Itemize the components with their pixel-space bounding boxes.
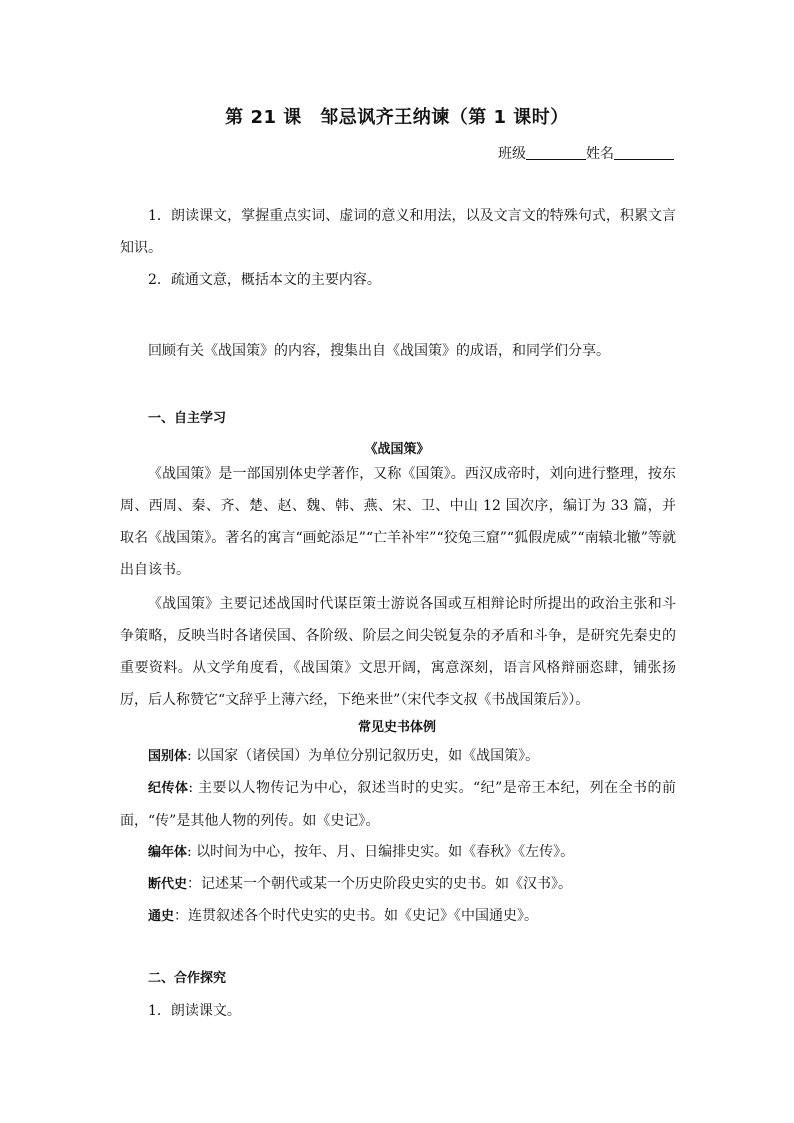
term-label: 纪传体: [148, 781, 189, 796]
intro-text: 回顾有关《战国策》的内容，搜集出自《战国策》的成语，和同学们分享。: [148, 343, 610, 359]
term-label: 国别体: [148, 749, 188, 764]
section2-item-1: 1．朗读课文。: [148, 1003, 241, 1019]
section2-heading: 二、合作探究: [148, 971, 227, 986]
section1-paragraph-2: 《战国策》主要记述战国时代谋臣策士游说各国或互相辩论时所提出的政治主张和斗争策略，反映当时各诸侯国、各阶级、阶层之间尖锐复杂的矛盾和斗争，是研究先秦史的重要资料。从文学角度看，《战国策》文思开阔，寓意深刻，语言风格辩丽恣肆，铺张扬厉，后人称赞它“文辞乎上薄六经，下绝来世”（宋代李文叔《书战国策后》）。: [120, 596, 676, 708]
name-label: 姓名: [586, 146, 614, 162]
class-blank[interactable]: [526, 145, 586, 160]
section1-subheading: 《战国策》: [364, 442, 430, 457]
objective-1: 1．朗读课文，掌握重点实词、虚词的意义和用法，以及文言文的特殊句式，积累文言知识。: [120, 208, 676, 256]
term-jizhuanti: [120, 772, 676, 837]
term-desc: : 主要以人物传记为中心，叙述当时的史实。“纪”是帝王本纪，列在全书的前面，“传”是其他人物的列传。如《史记》。: [120, 780, 676, 829]
term-guobieti: [120, 740, 676, 773]
section1-subheading-2: 常见史书体例: [357, 720, 436, 735]
term-desc: ：连贯叙述各个时代史实的史书。如《史记》《中国通史》。: [174, 908, 539, 924]
term-desc: : 以国家（诸侯国）为单位分别记叙历史，如《战国策》。: [187, 748, 540, 764]
class-name-line: [498, 143, 674, 163]
term-tongshi: [120, 900, 676, 933]
term-desc: : 以时间为中心，按年、月、日编排史实。如《春秋》《左传》。: [187, 844, 575, 860]
page-title: 第 21 课 邹忌讽齐王纳谏（第 1 课时）: [225, 107, 569, 128]
term-duandaishi: [120, 868, 676, 901]
name-blank[interactable]: [614, 145, 674, 160]
term-biannianti: [120, 836, 676, 869]
section1-paragraph-1: 《战国策》是一部国别体史学著作，又称《国策》。西汉成帝时，刘向进行整理，按东周、西周、秦、齐、楚、赵、魏、韩、燕、宋、卫、中山 12 国次序，编订为 33 篇，并取名《战国策》。著名的寓言“画蛇添足”“亡羊补牢”“狡兔三窟”“狐假虎威”“南辕北辙”等就出自该书。: [120, 466, 676, 578]
term-desc: ：记述某一个朝代或某一个历史阶段史实的史书。如《汉书》。: [187, 876, 573, 892]
class-label: 班级: [498, 146, 526, 162]
section1-heading: 一、自主学习: [148, 411, 227, 426]
term-label: 编年体: [148, 845, 188, 860]
term-label: 断代史: [148, 877, 188, 892]
objective-2: 2．疏通文意，概括本文的主要内容。: [148, 272, 381, 288]
term-label: 通史: [148, 909, 175, 924]
